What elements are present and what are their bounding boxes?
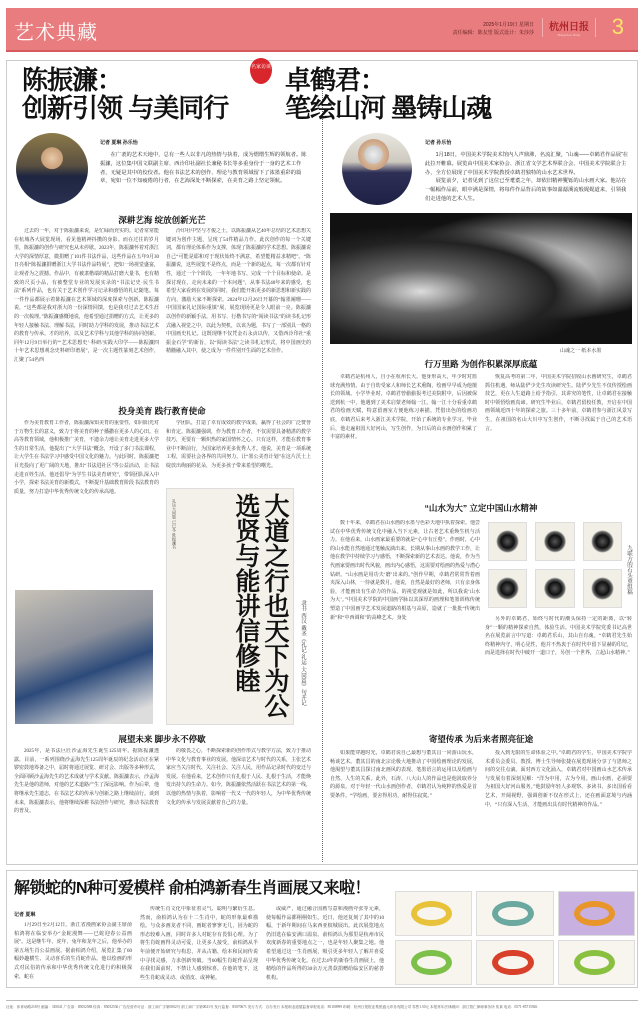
page-number: 3 — [611, 14, 624, 39]
right-headline-2: 笔绘山河 墨铸山魂 — [285, 93, 492, 123]
stone-artwork — [535, 522, 574, 561]
editors: 责任编辑：陈友望 版式设计：朱莎莎 — [452, 30, 534, 36]
right-subhead-3: 寄望传承 为后来者照亮征途 — [428, 734, 534, 744]
paragraph: 卓鹤君是杭州人，自小在杭州长大。他身形高大，年少时对篮球充满热情。由于自幼受家人和师长艺术熏陶，绘画早早成为他擅长的领域。小学毕业时，卓鹤君曾偷偷报考过美院附中，后因被保送到杭一中，他遇到了美术启蒙老师翰一江。翰一江十分看重卓鹤君的绘画天赋，特意留画室方便他练习素描。凭借出色的绘画功底，卓鹤君后来考入浙江美术学院，开始了系统的专业学习。毕业后，他走遍祖国大好河山，写生创作，为日后的山水画创作积累了丰富的素材。 — [330, 375, 477, 441]
logo-text: 杭州日报 — [549, 22, 589, 33]
left-subhead-3: 展望未来 脚步永不停歇 — [118, 734, 206, 744]
right-s1-col2 — [485, 374, 632, 487]
left-subhead-2: 投身美育 践行教育使命 — [118, 406, 206, 416]
bottom-col3 — [266, 906, 384, 985]
paragraph: 如果能穿越时光，卓鹤君说自己最想与董其昌一同游山玩水，畅谈艺术。董其昌的南北宗论极大地推动了中国绘画理论的发展，他渴望与董其昌探讨南北画风的表现、笔墨语言的运用以及绘画与自然、人生的关系。此外，石涛、八大山人的作品也是他汲取养分的源泉。对于年轻一代山水画创作者，卓鹤君认为纯粹的热爱是首要条件。“学绘画，要舍得用功，耐得住寂寞。” — [330, 751, 477, 799]
logo-en: Hangzhou Daily — [557, 33, 581, 37]
paragraph: 传统生肖文化中象征着灵气、聪明与繁衍生息。然而，俞柏鸿认为在十二生肖中，蛇的形象最难描绘。与众多画龙者不同，画蛇者寥寥无几，因为蛇的形态较难入画，同时许多人对蛇存有畏惧心理。为了将生肖蛇画得灵动可爱，让更多人接受，俞柏鸿从半年前便开始研究与构思，并从古籍、绘本和民间传说中寻找灵感，力求创新突破。当60幅生肖蛇作品呈现在我们面前时，不禁让人感到惊喜。在他的笔下，这些生肖蛇或灵动、或俏皮、或神秘。 — [140, 907, 258, 981]
calligraphy-caption: 隶书 西汉 戴圣《礼记·礼运·大同篇》句并记 — [300, 600, 306, 706]
right-subhead-1: 行万里路 为创作积累深厚底蕴 — [424, 359, 538, 369]
stone-artwork — [488, 522, 527, 561]
paragraph: 的敬畏之心，不断探索新的创作形式与教学方法，致力于推动中华文化与教育事业的发展。他深谙艺术与时代的关系，主张艺术家应当关注时代、关注社会、关注人民，用作品记录时代的变迁与发展。在他看来，艺术创作只有扎根于人民、扎根于生活，才能焕发出持久的生命力。如今，陈振濂依然活跃在书法艺术的第一线，以他的热情与执着，影响着一代又一代的年轻人，为中华优秀传统文化的传承与发展贡献着自己的力量。 — [166, 749, 311, 806]
paragraph: 投入到无限的生命体验之中。”卓鹤君的学生，中国美术学院学术委员会委员、教授、博士生导师张捷在展览现场分享了与恩师之间的交往点滴。面对西方文化涌入，卓鹤君对中国画山水艺术传承与发展有着深刻见解：“洋为中用，古为今用。画山水画，必须要为祖国大好河山服务。”他鼓励年轻人多观察、多读书、多出国看看艺术，开阔视野，强调创新不仅在形式上，还在画面意境与内涵中，“只有深入生活，才能画出具有时代精神的作品。” — [485, 751, 632, 808]
right-byline: 记者 孙乐怡 — [425, 140, 452, 146]
left-s3-col2 — [166, 748, 311, 858]
left-s2-col1 — [14, 420, 159, 585]
right-headline — [285, 66, 491, 122]
left-s3-col1 — [14, 748, 159, 858]
chen-zhenlian-portrait — [16, 133, 88, 205]
section-header — [6, 8, 638, 52]
paragraph: 另外的卓鹤君，始终与时代的潮头保持一定的距离，以“转身”一颗的精神探索自然，体验生活。中国美术学院党委书记高世名在展览前言中写道：卓鹤君乐山，其山自有魂。“卓鹤君先生始终精神内守，明心见性，他并不热衷于在时代中留下显赫的印记，而是选择在时代中破开一道口子，另创一个世界，立起山水精神。” — [485, 617, 632, 657]
paragraph: 学团队，打造了卓有成效的教学成果，赢得了社会的广泛赞誉和肯定。陈振濂强调，作为教育工作者，不仅需要具备精湛的教学技巧，更要有一颗炽热的家国情怀之心。只有这样，才能在教育事业中不断前行，为国家培养更多优秀人才。他说，美育是一项系统工程，需要社会各界的共同努力，让“墨公美育计划”在这片沃土上绽放出绚丽的花朵，为更多孩子带来希望的曙光。 — [166, 421, 311, 469]
left-s1-col2 — [166, 228, 311, 365]
calligraphy-text: 大道之行也天下为公选贤与能讲信修睦 — [232, 493, 290, 718]
bottom-byline: 记者 夏琳 — [14, 912, 36, 918]
snake-painting-grid — [395, 891, 635, 985]
left-intro: 在广袤的艺术天地中，总有一些人以非凡的热情与执着，成为熠熠生辉的领航者。陈振濂，这位集中国文联副主席、西泠印社副社长兼秘书长等多重身份于一身的艺术工作者，无疑是其中的佼佼者。他在书法艺术的创作、理论与教育领域留下了浓墨重彩的篇章，宛如一位不知疲倦的行者，在艺海深处不断探索，在美育之路上坚定领航。 — [100, 152, 307, 185]
left-byline: 记者 夏琳 孙乐怡 — [100, 140, 138, 146]
right-s2-col2 — [485, 616, 632, 730]
right-s2-col1 — [330, 520, 480, 730]
snake-painting — [395, 891, 472, 936]
paragraph: 1月29日至2月12日，浙江省漫画家协会副主席俞柏鸿将在临安举办“金蛇漫舞——巳蛇迎春公益画展”。这是继牛年、虎年、兔年和龙年之后，他举办的第五场生肖公益画展。据俞柏鸿介绍，展览汇集了60幅妙趣横生、灵动喜乐的生肖蛇作品。他以绘画的形式对民俗的传承和中华优秀传统文化进行的积极探索，蛇在 — [14, 923, 132, 980]
left-s2-col2 — [166, 420, 311, 482]
badge-text: 名家访谈 — [250, 65, 271, 70]
paragraph: 数十年来，卓鹤君在山水画的水墨与色彩天地中执着探索。他尝试在中华优秀传统文化中融入当下元素，让古老艺术重焕生机与活力。在他看来，山水画家最重要的就是“心中有丘壑”。作画时，心中的山水能自然地通过笔触流淌出来。长期从事山水画的教学工作，让他在教学中持续学习与感悟，不断探索新的艺术表达。他说，作为当代画家要画出时代风貌，画出内心感悟，这需要对绘画的热爱与潜心钻研。“山水画是用功夫‘磨’出来的。”创作早期，卓鹤君常常背着画夹深入山林，一待就是数月。他说，自然是最好的老师，只有亲身体验，才能画出有生命力的作品。的视觉观就是如此，所以我说‘山水为大’。”中国美术学院的中国画学脉以其深厚的画理和笔墨训练传统塑造了中国画学艺术发展道路的根基与高原，造就了一批批“传统出新”和“中西调和”的高峰艺术。身处 — [330, 521, 480, 621]
column-divider — [322, 82, 323, 862]
right-s1-col1 — [330, 374, 477, 487]
stone-artwork — [535, 569, 574, 608]
paragraph: 2025年，是书法巨匠沙孟海先生诞生125周年。据陈振濂透露，目前，一系列围绕沙孟海先生125周年诞辰的纪念活动正在紧锣密鼓地筹备之中，届时将通过展览、研讨会、出版等多种形式，全面回顾沙孟海先生的艺术成就与学术贡献。陈振濂表示，沙孟海先生是他的恩师，对他的艺术道路产生了深远影响。作为后辈，他将继承先生遗志，在书法艺术的传承与创新之路上继续前行。谈到未来，陈振濂表示，他将继续深耕书法创作与研究，推动书法教育的普及。 — [14, 749, 159, 815]
right-intro — [425, 151, 630, 207]
paragraph: 泠印社中坚与才俊之士，以陈振濂从艺40年总结的艺术思想关键词为创作主题，呈现了54件精品力作。此次创作的每一个关键词，都有理论体系作为支撑，体现了陈振濂的学术思想。陈振濂说自己“可能是耶和对于现状始终不满意，希望能精益求精吧”。“陈振濂说，这些展览不是终点，而是一个新的起点，每一次都有针对性，通过一个个阶段，一年年地书写、完成一个个目标和使命。是探讨现在，走向未来的一个本问题”，从事书法40年来的感受，也希望大家看到在发展的同时，我们能开拓更多的新思想和新实践的方向，激励大家不断探索。2024年12月26日开幕的“翰墨阑珊——中国国家礼记国际重镇”展，展览现场更是令人眼前一亮。陈振濂以创作的新颖手法，用书写、行楷书写的“阅读书法”的读书札记形式融入视觉之中，以此为契机，以该为题，书写了一部别具一格的中国画史札记。这既现继不仅凭金石永贞以传，又借西泠印社“重振金石学”的新旨，以“阅读书法”之读书札记形式，将中国画史的精髓融入其中，使之成为一件件别开生面的艺术佳作。 — [166, 229, 311, 355]
bottom-headline: 解锁蛇的N种可爱模样 俞柏鸿新春生肖画展又来啦！ — [14, 880, 371, 897]
snake-painting — [476, 891, 553, 936]
issue-date: 2025年1月19日 星期日 — [483, 22, 534, 28]
landscape-painting-image — [330, 213, 632, 344]
bottom-col1 — [14, 922, 132, 984]
paragraph: 或威严，通过融合国画写意和漫画夸张等元素，使每幅作品都栩栩如生。近日，他还复刻了其中的10幅，于新年期间在马来西亚槟城展出。此次展览地点仍旧选在临安满口温泉。俞柏鸿认为那里是杭州市民欢度新春的重要地点之一，也是年轻人聚集之地。他希望通过这一生肖画展，吸引更多年轻人了解并喜爱中华优秀传统文化。在过去4年的新春生肖画展上，他精绘的作品所得的30余万元善款捐赠给临安区的慈善机构。 — [266, 907, 384, 981]
bottom-col2 — [140, 906, 258, 985]
left-subhead-1: 深耕艺海 绽放创新光芒 — [118, 215, 206, 225]
calligraphy-artwork — [166, 488, 294, 725]
stones-caption: 九联方的石头重组稿 — [626, 545, 632, 595]
left-headline-1: 陈振濂： — [22, 65, 123, 95]
right-s3-col2 — [485, 750, 632, 858]
right-s3-col1 — [330, 750, 477, 858]
section-title: 艺术典藏 — [14, 22, 98, 44]
issue-info — [453, 21, 534, 37]
child-calligraphy-photo — [15, 590, 153, 724]
newspaper-logo — [542, 18, 596, 37]
right-headline-1: 卓鹤君： — [285, 65, 386, 95]
calligraphy-inscription: 礼运大同篇 已巳冬 陈振濂书 — [172, 499, 177, 549]
zhuo-hejun-portrait — [342, 133, 412, 205]
footer-imprint: 社址：体育场路218号 邮编：310041 广告部：85052588 传真：85052536 广告经营许可证：浙工商广字第0002号 浙工商广字第0021号 发行监督：85070671 发行方式：自办发行 本报职业道德监督举报电话：85100999 印刷：杭州日报报业集团盛元印务有限公司 零售1.50元 本报常年法律顾问：浙江智仁律师事务所 传真 电话：0571-85715926 — [6, 1000, 638, 1010]
paragraph: 作为美育教育工作者，陈振濂深知美育的重要性，如同阳光对于万物生长的意义，致力于将美育的种子播撒在更多人的心田。在高等教育领域，他积极推广美育，不遗余力地让美育走进更多大学生的日常生活，他提出了“大学书法”概念，开设了多门书法课程，让大学生在书法学习中感受中国文化的魅力。与此同时，陈振濂把目光投向了更广阔的天地，推出“书法进社区”等公益活动，让书法走进百姓生活。他还倡导“为学生书法美育研究”，带领团队深入中小学，探索书法美育的新模式，不断提升基础教育阶段书法教育的质量，努力打造中华优秀传统文化的传承高地。 — [14, 421, 159, 495]
left-s1-col1 — [14, 228, 159, 365]
snake-painting — [558, 940, 635, 985]
right-subhead-2: “山水为大” 立定中国山水精神 — [424, 503, 538, 513]
paragraph: 展览前夕，记者见到了这位已至耄耋之年，却依旧精神矍铄的山水画大家。他站在一幅幅作品前，眼中满是深情，将每件作品背后的故事如潺潺溪流般娓娓道来，引领我们走进他的艺术人生。 — [425, 178, 627, 202]
painting-caption: 山魂之一 纸本水墨 — [560, 348, 602, 354]
paragraph: 恢复高考的第二年，中国美术学院招收山水画研究生，卓鹤君抓住机遇，师从陆俨少先生攻读研究生。陆俨少先生不仅传授绘画技艺，更在人生道路上给予指引，其讲究的笔性，让卓鹤君在接触时中领悟绘画真谛。研究生毕业后，卓鹤君留校任教，开启在中国画领域近四十年的探索之旅。三十多年前，卓鹤君参与浙江风景写生，在祖国的名山大川中写生创作，不断寻找属于自己的艺术语言。 — [485, 375, 632, 432]
stone-artwork-grid — [488, 522, 622, 608]
paragraph: 过去的一年，对于陈振濂来说，是忙碌而充实的。记者常常能在杭城各大展览现场，看见他精神抖擞的身影。而在过往的岁月里，陈振濂的创作与研究也从未停歇。2023年，陈振濂怀着对浙江大学的深情厚意，微捐赠了101件书法作品，这些作品在五年9月30日亮相“陈振濂捐赠浙江大学书法作品特展”，把如一场视觉盛宴，让观者为之震撼。作品中，有被隶楷端的精品打磨大量书，也有精致的尺页小品，有被整堂专业的发展实录的“书法记史·民生书法”系列作品，也有关于艺术创作学习记录和感悟的札记随笔。每一件作品都展示着陈振濂在艺术领域的深度探索与创新。陈振濂说，“这些都是我对浙大的一份深情回馈，也是我对过去艺术生涯的一次梳理。”陈振濂感慨地说，他希望通过捐赠的方式，让更多的年轻人接触书法、理解书法，同时助力学科的发展，推动书法艺术的教育与传承。才的培养，以及艺术学科与其他学科的协同创新。同年12月9日举行的“‘艺术思想史’·科研/实践大印学——陈振濂四十年艺术思想观念史料研印谱展”，是一次主题性篆刻艺术创作，汇聚了54名西 — [14, 229, 159, 363]
snake-painting — [558, 891, 635, 936]
left-headline — [22, 66, 228, 122]
left-headline-2: 创新引领 与美同行 — [22, 93, 229, 123]
paragraph: 1月18日，中国美术学院美术馆内人声鼎沸，名流汇聚，“山魂——卓鹤君作品展”在此拉开帷幕。展览由中国美术家协会、浙江省文学艺术界联合会、中国美术学院联合主办，全方位展现了中国美术学院教授卓鹤君独特的山水艺术世界。 — [425, 152, 629, 176]
stone-artwork — [583, 569, 622, 608]
stone-artwork — [583, 522, 622, 561]
snake-painting — [395, 940, 472, 985]
snake-painting — [476, 940, 553, 985]
stone-artwork — [488, 569, 527, 608]
